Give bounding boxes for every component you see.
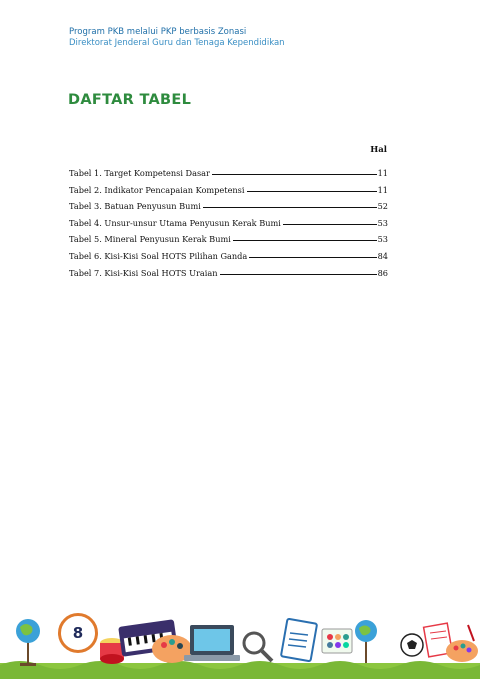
globe-icon	[16, 619, 40, 666]
toc-entry[interactable]	[69, 251, 388, 268]
decorative-footer	[0, 601, 480, 679]
toc-entry[interactable]	[69, 185, 388, 202]
leader-line	[283, 224, 377, 225]
toc-entry[interactable]	[69, 218, 388, 235]
toc-entry-page: 52	[377, 201, 388, 212]
toc-entry-page: 11	[377, 168, 388, 178]
toc-entry-label: Tabel 1. Target Kompetensi Dasar	[69, 168, 210, 178]
toc-entry-label: Tabel 2. Indikator Pencapaian Kompetensi	[69, 184, 245, 195]
toc-entry-page: 86	[377, 267, 388, 278]
globe-icon	[355, 620, 377, 663]
leader-line	[203, 207, 377, 208]
toc-entry[interactable]	[69, 268, 388, 285]
toc-entry-page: 53	[377, 217, 388, 228]
page-number-badge: 8	[58, 613, 98, 653]
toc-entry-page: 11	[377, 184, 388, 195]
header-program: Program PKB melalui PKP berbasis Zonasi	[69, 27, 247, 37]
toc-entry-label: Tabel 5. Mineral Penyusun Kerak Bumi	[69, 234, 231, 245]
magnifier-icon	[244, 633, 272, 661]
leader-line	[212, 174, 377, 175]
laptop-icon	[184, 625, 240, 661]
page-column-label: Hal	[370, 145, 387, 155]
page-title: DAFTAR TABEL	[68, 92, 192, 108]
toc-entry-page: 84	[377, 250, 388, 261]
toc-entry-label: Tabel 7. Kisi-Kisi Soal HOTS Uraian	[69, 267, 218, 278]
soccer-ball-icon	[401, 634, 423, 656]
toc-entry[interactable]	[69, 201, 388, 218]
toc-entry-label: Tabel 3. Batuan Penyusun Bumi	[69, 201, 201, 212]
leader-line	[247, 191, 377, 192]
table-list	[69, 168, 388, 284]
leader-line	[233, 240, 377, 241]
toc-entry-label: Tabel 4. Unsur-unsur Utama Penyusun Kerak Bumi	[69, 217, 281, 228]
palette-icon	[446, 625, 478, 662]
paint-box-icon	[322, 629, 352, 653]
toc-entry-page: 53	[377, 234, 388, 245]
toc-entry-label: Tabel 6. Kisi-Kisi Soal HOTS Pilihan Ganda	[69, 250, 248, 261]
header-directorate: Direktorat Jenderal Guru dan Tenaga Kependidikan	[69, 38, 285, 48]
document-header	[69, 27, 285, 49]
toc-entry[interactable]	[69, 168, 388, 185]
leader-line	[249, 257, 376, 258]
leader-line	[220, 274, 377, 275]
toc-entry[interactable]	[69, 234, 388, 251]
clipboard-icon	[281, 619, 317, 662]
